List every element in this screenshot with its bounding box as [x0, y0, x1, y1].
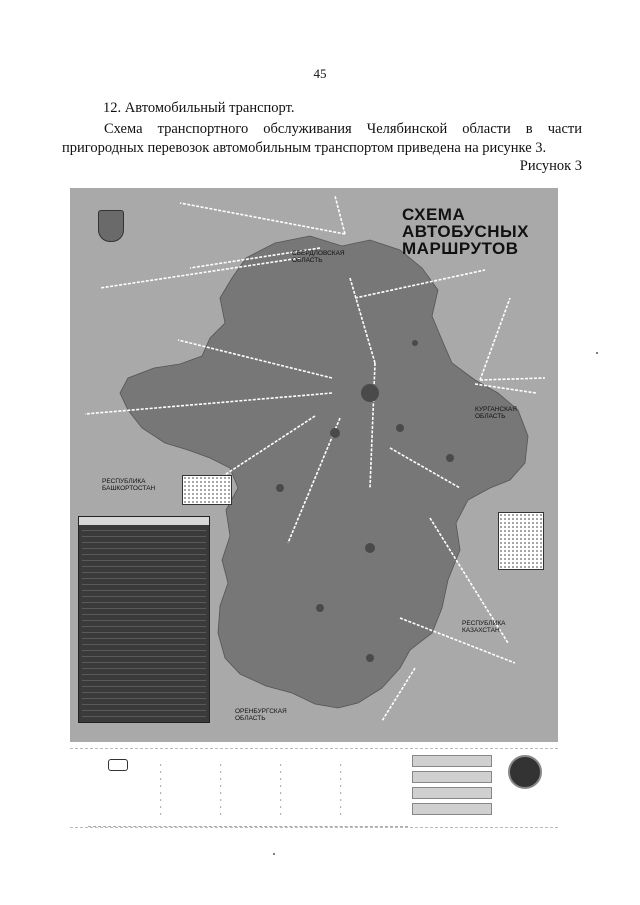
- legend-footline: [88, 826, 408, 827]
- route-line: [480, 378, 545, 380]
- map-legend: [70, 748, 558, 828]
- bus-stations-logo: [90, 759, 146, 799]
- map-title: [402, 206, 529, 257]
- bus-routes-map: [70, 188, 558, 742]
- section-heading: 12. Автомобильный транспорт.: [103, 100, 295, 116]
- autotransport-logo: [500, 755, 550, 815]
- region-label-bashkortostan: РЕСПУБЛИКА БАШКОРТОСТАН: [102, 478, 156, 492]
- region-label-kazakhstan: РЕСПУБЛИКА КАЗАХСТАН: [462, 620, 506, 634]
- page-number: 45: [313, 66, 327, 81]
- route-line: [335, 196, 345, 234]
- route-timetable: [78, 516, 210, 723]
- map-title-line: АВТОБУСНЫХ: [402, 222, 529, 241]
- region-label-kurgan: КУРГАНСКАЯ ОБЛАСТЬ: [475, 406, 517, 420]
- legend-column: [340, 761, 398, 817]
- scan-speck: [596, 352, 598, 354]
- region-label-sverdlovsk: СВЕРДЛОВСКАЯ ОБЛАСТЬ: [292, 250, 345, 264]
- route-line: [180, 203, 345, 234]
- region-label-orenburg: ОРЕНБУРГСКАЯ ОБЛАСТЬ: [235, 708, 287, 722]
- legend-column: [280, 761, 338, 817]
- bus-icon: [108, 759, 128, 771]
- body-paragraph: Схема транспортного обслуживания Челябинской области в части пригородных перевозок автомобильным транспортом приведена на рисунке 3.: [62, 121, 582, 156]
- figure-caption: Рисунок 3: [519, 158, 582, 174]
- map-title-line: МАРШРУТОВ: [402, 239, 519, 258]
- legend-keys: [412, 751, 492, 823]
- map-title-line: СХЕМА: [402, 205, 466, 224]
- scan-speck: [273, 853, 275, 855]
- legend-column: [160, 761, 218, 817]
- region-emblem: [98, 210, 124, 242]
- route-info-box: [498, 512, 544, 570]
- route-line: [480, 298, 510, 380]
- route-info-box: [182, 475, 232, 505]
- timetable-header: [79, 517, 209, 525]
- legend-column: [220, 761, 278, 817]
- company-logo-icon: [508, 755, 542, 789]
